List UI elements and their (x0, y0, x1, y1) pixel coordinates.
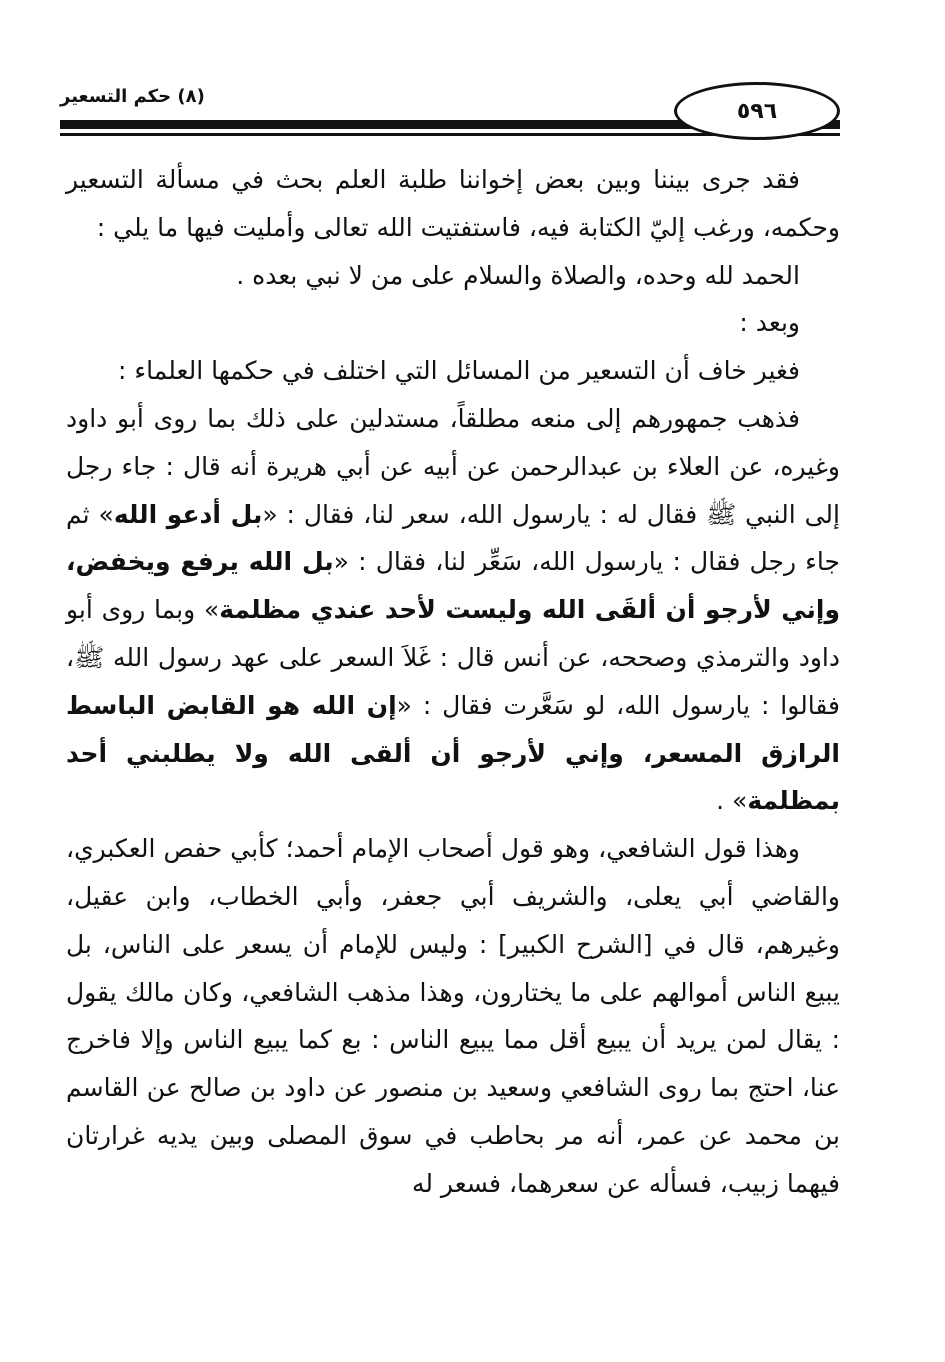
text-segment: فذهب جمهورهم إلى منعه مطلقاً، مستدلين على ذلك بما روى أبو داود وغيره، عن العلاء بن عبدالرحمن عن أبيه عن أبي هريرة أنه قال : جاء رجل إلى النبي ﷺ فقال له : يارسول الله، سعر لنا، فقال : « (66, 403, 840, 529)
text-segment: » وبما روى أبو داود والترمذي وصححه، عن أنس قال : غَلاَ السعر على عهد رسول الله ﷺ، فقالوا : يارسول الله، لو سَعَّرت فقال : « (66, 595, 840, 720)
paragraph-jumhur (66, 395, 840, 825)
text-segment: فقد جرى بيننا وبين بعض إخواننا طلبة العلم بحث في مسألة التسعير وحكمه، ورغب إليّ الكتابة فيه، فاستفتيت الله تعالى وأمليت فيها ما يلي : (66, 165, 840, 242)
text-segment: » . (716, 786, 748, 816)
page-number: ٥٩٦ (736, 98, 778, 124)
text-segment: فغير خاف أن التسعير من المسائل التي اختلف في حكمها العلماء : (118, 356, 800, 386)
paragraph-intro (66, 156, 840, 252)
hadith-quote: بل الله يرفع ويخفض، وإني لأرجو أن ألقَى الله وليست لأحد عندي مظلمة (66, 547, 840, 625)
hadith-quote: بل أدعو الله (113, 499, 263, 529)
body-text (66, 156, 840, 1208)
text-segment: وهذا قول الشافعي، وهو قول أصحاب الإمام أحمد؛ كأبي حفص العكبري، والقاضي أبي يعلى، والشريف أبي جعفر، وأبي الخطاب، وابن عقيل، وغيرهم، قال في [الشرح الكبير] : وليس للإمام أن يسعر على الناس، بل يبيع الناس أموالهم على ما يختارون، وهذا مذهب الشافعي، وكان مالك يقول : يقال لمن يريد أن يبيع أقل مما يبيع الناس : بع كما يبيع الناس وإلا فاخرج عنا، احتج بما روى الشافعي وسعيد بن منصور عن داود بن صالح عن القاسم بن محمد عن عمر، أنه مر بحاطب في سوق المصلى وبين يديه غرارتان فيهما زبيب، فسأله عن سعرهما، فسعر له (66, 834, 840, 1198)
text-segment: » ثم جاء رجل فقال : يارسول الله، سَعِّر لنا، فقال : « (66, 499, 840, 577)
running-title: (٨) حكم التسعير (60, 86, 205, 107)
paragraph-wabad (66, 299, 840, 347)
paragraph-khilaf (66, 347, 840, 395)
text-segment: الحمد لله وحده، والصلاة والسلام على من لا نبي بعده . (236, 260, 800, 290)
hadith-quote: إن الله هو القابض الباسط الرازق المسعر، وإني لأرجو أن ألقى الله ولا يطلبني أحد بمظلمة (66, 690, 840, 816)
paragraph-shafii (66, 825, 840, 1207)
text-segment: وبعد : (739, 308, 800, 338)
page-number-oval (674, 82, 840, 140)
paragraph-hamd (66, 252, 840, 300)
page-header (60, 78, 840, 148)
